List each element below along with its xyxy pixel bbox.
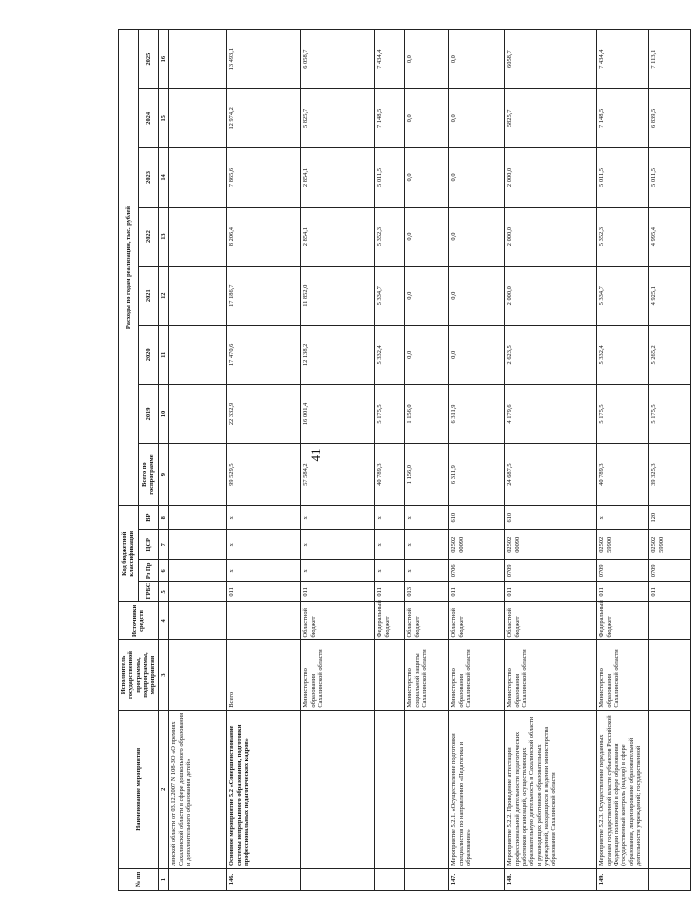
year-amount: 0,0 bbox=[449, 148, 505, 207]
header-executor: Исполнитель государственной программы, подпрограммы, мероприятия bbox=[119, 640, 159, 710]
col-index: 16 bbox=[158, 30, 168, 89]
header-year: 2024 bbox=[138, 89, 158, 148]
year-amount bbox=[169, 30, 227, 89]
kbk-grbs: 011 bbox=[227, 582, 301, 602]
year-amount: 5 011,5 bbox=[375, 148, 405, 207]
executor: Всего bbox=[227, 640, 301, 710]
year-amount: 6 839,5 bbox=[649, 89, 691, 148]
year-amount: 4 925,1 bbox=[649, 266, 691, 325]
executor: Министерство образования Сахалинской области bbox=[301, 640, 375, 710]
year-amount: 2 000,0 bbox=[505, 207, 597, 266]
year-amount: 11 852,0 bbox=[301, 266, 375, 325]
year-amount: 2 623,5 bbox=[505, 325, 597, 384]
year-amount: 5825,7 bbox=[505, 89, 597, 148]
col-index: 14 bbox=[158, 148, 168, 207]
measure-name: Мероприятие 5.2.3. Осуществление переданных органам государственной власти субъектов Российской Федерации полномочий в сфере образования (государственный контроль (надзор) в сфере образования, лицензирование образовательной деятельности учреждений; государственной bbox=[597, 710, 649, 868]
col-index: 1 bbox=[158, 868, 168, 890]
year-amount: 6058,7 bbox=[505, 30, 597, 89]
year-amount: 5 334,7 bbox=[597, 266, 649, 325]
header-rzpr: Рз Пр bbox=[138, 560, 158, 582]
table-row bbox=[505, 30, 597, 891]
year-amount: 5 175,5 bbox=[597, 384, 649, 443]
funding-source: Областной бюджет bbox=[505, 602, 597, 640]
kbk-rzpr: х bbox=[375, 560, 405, 582]
year-amount: 7 434,4 bbox=[597, 30, 649, 89]
funding-source: Федеральный бюджет bbox=[597, 602, 649, 640]
col-index: 13 bbox=[158, 207, 168, 266]
kbk-vr: х bbox=[375, 506, 405, 530]
kbk-csr: х bbox=[405, 530, 449, 560]
kbk-csr: х bbox=[375, 530, 405, 560]
year-amount: 5 352,3 bbox=[375, 207, 405, 266]
header-year: 2023 bbox=[138, 148, 158, 207]
kbk-csr: 02502 00090 bbox=[449, 530, 505, 560]
year-amount: 5 334,7 bbox=[375, 266, 405, 325]
col-index: 4 bbox=[158, 602, 168, 640]
col-index: 3 bbox=[158, 640, 168, 710]
row-number bbox=[649, 868, 691, 890]
column-index-row bbox=[158, 30, 168, 891]
kbk-grbs: 011 bbox=[449, 582, 505, 602]
kbk-rzpr: 0709 bbox=[505, 560, 597, 582]
kbk-csr: 02502 00090 bbox=[505, 530, 597, 560]
table-row bbox=[301, 30, 375, 891]
header-source: Источники средств bbox=[119, 602, 159, 640]
kbk-vr: х bbox=[597, 506, 649, 530]
year-amount: 7 113,1 bbox=[649, 30, 691, 89]
kbk-rzpr: х bbox=[227, 560, 301, 582]
col-index: 5 bbox=[158, 582, 168, 602]
measure-name: Основное мероприятие 5.2 «Совершенствование системы непрерывного образования, подготовки профессиональных педагогических кадров» bbox=[227, 710, 301, 868]
header-expenses: Расходы по годам реализации, тыс. рублей bbox=[119, 30, 139, 506]
year-amount: 5 825,7 bbox=[301, 89, 375, 148]
executor: Министерство образования Сахалинской области bbox=[449, 640, 505, 710]
executor bbox=[649, 640, 691, 710]
funding-source bbox=[227, 602, 301, 640]
table-row bbox=[169, 30, 227, 891]
kbk-vr: 610 bbox=[505, 506, 597, 530]
total-amount: 57 584,2 bbox=[301, 444, 375, 506]
year-amount: 6 311,9 bbox=[449, 384, 505, 443]
year-amount: 0,0 bbox=[405, 266, 449, 325]
executor: Министерство образования Сахалинской области bbox=[597, 640, 649, 710]
year-amount: 6 058,7 bbox=[301, 30, 375, 89]
kbk-vr bbox=[169, 506, 227, 530]
measure-name bbox=[301, 710, 375, 868]
table-row bbox=[449, 30, 505, 891]
funding-source bbox=[169, 602, 227, 640]
year-amount: 7 434,4 bbox=[375, 30, 405, 89]
total-amount: 1 156,0 bbox=[405, 444, 449, 506]
year-amount: 7 865,6 bbox=[227, 148, 301, 207]
kbk-grbs: 011 bbox=[301, 582, 375, 602]
rotated-table-container bbox=[118, 29, 665, 891]
year-amount: 1 156,0 bbox=[405, 384, 449, 443]
budget-table bbox=[118, 29, 691, 891]
kbk-csr bbox=[169, 530, 227, 560]
year-amount: 2 000,0 bbox=[505, 266, 597, 325]
col-index: 6 bbox=[158, 560, 168, 582]
year-amount: 22 332,9 bbox=[227, 384, 301, 443]
kbk-grbs: 011 bbox=[649, 582, 691, 602]
table-row bbox=[405, 30, 449, 891]
row-number: 147. bbox=[449, 868, 505, 890]
measure-name: Мероприятие 5.2.2. Проведение аттестации профессиональной деятельности педагогических работников организаций, осуществляющих образовательную деятельность в Сахалинской области и руководящих работников образовательных учреждений, находящихся в ведении министерства образования Сахалинской области bbox=[505, 710, 597, 868]
kbk-grbs: 011 bbox=[375, 582, 405, 602]
kbk-rzpr: 0709 bbox=[597, 560, 649, 582]
header-kbk: Код бюджетной классификации bbox=[119, 506, 139, 602]
col-index: 11 bbox=[158, 325, 168, 384]
year-amount: 7 148,5 bbox=[375, 89, 405, 148]
year-amount: 17 470,6 bbox=[227, 325, 301, 384]
kbk-vr: х bbox=[301, 506, 375, 530]
year-amount: 8 206,4 bbox=[227, 207, 301, 266]
kbk-rzpr bbox=[169, 560, 227, 582]
kbk-rzpr: 0709 bbox=[649, 560, 691, 582]
total-amount: 6 311,9 bbox=[449, 444, 505, 506]
kbk-grbs: 011 bbox=[597, 582, 649, 602]
header-grbs: ГРБС bbox=[138, 582, 158, 602]
funding-source bbox=[649, 602, 691, 640]
funding-source: Областной бюджет bbox=[449, 602, 505, 640]
year-amount: 5 175,5 bbox=[375, 384, 405, 443]
year-amount bbox=[169, 266, 227, 325]
executor bbox=[169, 640, 227, 710]
header-year: 2020 bbox=[138, 325, 158, 384]
funding-source: Федеральный бюджет bbox=[375, 602, 405, 640]
kbk-vr: х bbox=[227, 506, 301, 530]
kbk-vr: 120 bbox=[649, 506, 691, 530]
header-year: 2025 bbox=[138, 30, 158, 89]
header-year: 2021 bbox=[138, 266, 158, 325]
row-number bbox=[375, 868, 405, 890]
header-vr: ВР bbox=[138, 506, 158, 530]
col-index: 7 bbox=[158, 530, 168, 560]
kbk-csr: х bbox=[301, 530, 375, 560]
year-amount bbox=[169, 207, 227, 266]
table-header bbox=[119, 30, 169, 891]
col-index: 9 bbox=[158, 444, 168, 506]
kbk-grbs: 011 bbox=[505, 582, 597, 602]
year-amount: 12 974,2 bbox=[227, 89, 301, 148]
row-number bbox=[301, 868, 375, 890]
year-amount: 5 265,2 bbox=[649, 325, 691, 384]
table-body bbox=[169, 30, 691, 891]
table-row bbox=[227, 30, 301, 891]
rotated-table-wrapper bbox=[118, 29, 665, 891]
measure-name bbox=[375, 710, 405, 868]
col-index: 2 bbox=[158, 710, 168, 868]
year-amount: 0,0 bbox=[449, 30, 505, 89]
year-amount: 17 186,7 bbox=[227, 266, 301, 325]
kbk-rzpr: х bbox=[301, 560, 375, 582]
header-name: Наименование мероприятия bbox=[119, 710, 159, 868]
year-amount: 0,0 bbox=[449, 325, 505, 384]
year-amount: 0,0 bbox=[449, 207, 505, 266]
executor: Министерство социальной защиты Сахалинской области bbox=[405, 640, 449, 710]
year-amount bbox=[169, 384, 227, 443]
year-amount: 5 332,4 bbox=[375, 325, 405, 384]
kbk-rzpr: 0706 bbox=[449, 560, 505, 582]
funding-source: Областной бюджет bbox=[301, 602, 375, 640]
measure-name bbox=[405, 710, 449, 868]
col-index: 15 bbox=[158, 89, 168, 148]
year-amount: 2 000,0 bbox=[505, 148, 597, 207]
total-amount bbox=[169, 444, 227, 506]
header-csr: ЦСР bbox=[138, 530, 158, 560]
header-total: Всего по госпрограмме bbox=[138, 444, 158, 506]
table-row bbox=[375, 30, 405, 891]
year-amount: 0,0 bbox=[405, 89, 449, 148]
measure-name: Мероприятие 5.2.1. «Осуществление подготовки специалистов по направлению «Педагогика и образование» bbox=[449, 710, 505, 868]
row-number: 146. bbox=[227, 868, 301, 890]
measure-name: линской области от 03.12.2007 N 108-ЗО «О премиях Сахалинской области в сфере дошкольного образования и дополнительного образования детей» bbox=[169, 710, 227, 868]
row-number bbox=[405, 868, 449, 890]
year-amount: 12 138,2 bbox=[301, 325, 375, 384]
kbk-grbs bbox=[169, 582, 227, 602]
col-index: 8 bbox=[158, 506, 168, 530]
year-amount: 2 854,1 bbox=[301, 148, 375, 207]
kbk-rzpr: х bbox=[405, 560, 449, 582]
page-number: 41 bbox=[308, 448, 323, 462]
year-amount: 0,0 bbox=[449, 266, 505, 325]
executor bbox=[375, 640, 405, 710]
year-amount: 16 001,4 bbox=[301, 384, 375, 443]
year-amount: 0,0 bbox=[405, 148, 449, 207]
kbk-csr: 02502 59900 bbox=[597, 530, 649, 560]
table-row bbox=[649, 30, 691, 891]
year-amount: 13 493,1 bbox=[227, 30, 301, 89]
year-amount: 2 854,1 bbox=[301, 207, 375, 266]
header-year: 2022 bbox=[138, 207, 158, 266]
year-amount: 0,0 bbox=[405, 207, 449, 266]
kbk-csr: х bbox=[227, 530, 301, 560]
total-amount: 40 789,3 bbox=[597, 444, 649, 506]
year-amount: 4 179,6 bbox=[505, 384, 597, 443]
year-amount: 5 175,5 bbox=[649, 384, 691, 443]
total-amount: 99 529,5 bbox=[227, 444, 301, 506]
total-amount: 24 687,5 bbox=[505, 444, 597, 506]
header-year: 2019 bbox=[138, 384, 158, 443]
year-amount bbox=[169, 89, 227, 148]
executor: Министерство образования Сахалинской области bbox=[505, 640, 597, 710]
year-amount: 0,0 bbox=[405, 325, 449, 384]
kbk-vr: х bbox=[405, 506, 449, 530]
col-index: 10 bbox=[158, 384, 168, 443]
measure-name bbox=[649, 710, 691, 868]
year-amount: 5 332,4 bbox=[597, 325, 649, 384]
funding-source: Областной бюджет bbox=[405, 602, 449, 640]
year-amount: 5 011,5 bbox=[597, 148, 649, 207]
year-amount: 0,0 bbox=[405, 30, 449, 89]
col-index: 12 bbox=[158, 266, 168, 325]
kbk-vr: 610 bbox=[449, 506, 505, 530]
year-amount: 5 011,5 bbox=[649, 148, 691, 207]
row-number: 149. bbox=[597, 868, 649, 890]
kbk-csr: 02502 59900 bbox=[649, 530, 691, 560]
year-amount: 7 148,5 bbox=[597, 89, 649, 148]
year-amount bbox=[169, 148, 227, 207]
year-amount: 5 352,3 bbox=[597, 207, 649, 266]
year-amount: 4 995,4 bbox=[649, 207, 691, 266]
total-amount: 40 789,3 bbox=[375, 444, 405, 506]
header-num: № пп bbox=[119, 868, 159, 890]
kbk-grbs: 013 bbox=[405, 582, 449, 602]
row-number: 148. bbox=[505, 868, 597, 890]
row-number bbox=[169, 868, 227, 890]
year-amount bbox=[169, 325, 227, 384]
year-amount: 0,0 bbox=[449, 89, 505, 148]
total-amount: 39 325,3 bbox=[649, 444, 691, 506]
table-row bbox=[597, 30, 649, 891]
